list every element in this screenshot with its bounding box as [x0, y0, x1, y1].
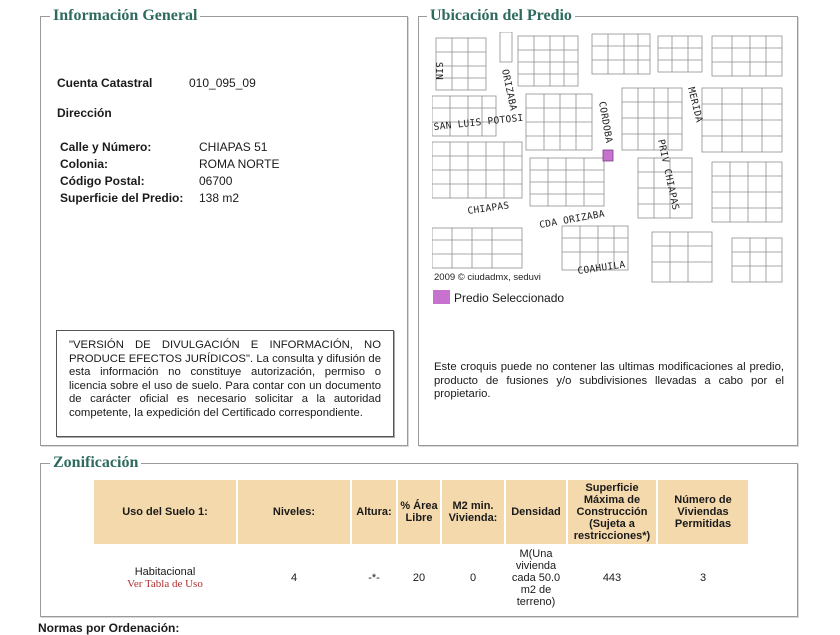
map-svg — [432, 32, 785, 284]
header-niveles: Niveles: — [238, 480, 350, 544]
header-densidad: Densidad — [506, 480, 566, 544]
cell-niveles: 4 — [290, 572, 298, 584]
cell-uso-suelo — [94, 546, 236, 610]
street-priv-chiapas: PRIV CHIAPAS — [655, 138, 681, 212]
cell-superficie-maxima: 443 — [602, 572, 622, 584]
zonificacion-title: Zonificación — [50, 453, 141, 473]
predio-seleccionado-swatch — [433, 290, 450, 304]
street-cda-orizaba: CDA ORIZABA — [538, 208, 606, 231]
codigo-postal-value: 06700 — [199, 174, 233, 188]
street-coahuila: COAHUILA — [576, 259, 627, 277]
cell-numero-viviendas: 3 — [699, 572, 707, 584]
ubicacion-predio-title: Ubicación del Predio — [427, 6, 575, 26]
ver-tabla-uso-link[interactable]: Ver Tabla de Uso — [127, 578, 203, 590]
informacion-general-title: Información General — [50, 6, 200, 26]
street-merida: MERIDA — [685, 86, 705, 124]
header-m2-min: M2 min. Vivienda: — [442, 480, 504, 544]
direccion-label: Dirección — [57, 106, 112, 120]
cell-altura: -*- — [368, 572, 380, 584]
normas-ordenacion-heading: Normas por Ordenación: — [38, 621, 180, 635]
superficie-label: Superficie del Predio: — [60, 191, 184, 205]
croquis-note: Este croquis puede no contener las ultimas modificaciones al predio, producto de fusiones y/o subdivisiones llevadas a cabo por el propietario. — [434, 361, 784, 400]
zonificacion-panel — [40, 454, 798, 617]
street-san-luis-potosi: SAN LUIS POTOSI — [433, 112, 525, 133]
codigo-postal-label: Código Postal: — [60, 174, 145, 188]
calle-label: Calle y Número: — [60, 140, 152, 154]
map-credit: 2009 © ciudadmx, seduvi — [434, 272, 541, 283]
street-cordoba: CORDOBA — [596, 100, 615, 145]
street-orizaba: ORIZABA — [499, 68, 519, 112]
cell-area-libre: 20 — [412, 572, 426, 584]
uso-suelo-value: Habitacional — [134, 566, 196, 578]
header-superficie-maxima: Superficie Máxima de Construcción (Sujeta a restricciones*) — [568, 480, 656, 544]
header-uso-suelo: Uso del Suelo 1: — [94, 480, 236, 544]
street-sin: SIN — [433, 62, 444, 81]
informacion-general-panel — [40, 7, 408, 446]
selected-lot-marker[interactable] — [603, 150, 613, 161]
colonia-value: ROMA NORTE — [199, 157, 280, 171]
cell-densidad: M(Una vivienda cada 50.0 m2 de terreno) — [511, 548, 561, 608]
header-numero-viviendas: Número de Viviendas Permitidas — [658, 480, 748, 544]
street-chiapas: CHIAPAS — [466, 200, 511, 217]
predio-seleccionado-label: Predio Seleccionado — [454, 291, 565, 305]
cuenta-catastral-value: 010_095_09 — [189, 76, 256, 90]
header-altura: Altura: — [352, 480, 396, 544]
superficie-value: 138 m2 — [199, 191, 240, 205]
header-area-libre: % Área Libre — [398, 480, 440, 544]
colonia-label: Colonia: — [60, 157, 108, 171]
calle-value: CHIAPAS 51 — [199, 140, 268, 154]
ubicacion-predio-panel — [418, 7, 798, 446]
disclaimer-notice: "VERSIÓN DE DIVULGACIÓN E INFORMACIÓN, NO PRODUCE EFECTOS JURÍDICOS". La consulta y difusión de esta información no constituye autorización, permiso o licencia sobre el uso de suelo. Para contar con un documento de carácter oficial es necesario solicitar a la autoridad competente, la expedición del Certificado correspondiente. — [56, 330, 394, 437]
cell-m2-min: 0 — [469, 572, 477, 584]
cuenta-catastral-label: Cuenta Catastral — [57, 76, 153, 90]
location-map[interactable] — [432, 32, 785, 284]
